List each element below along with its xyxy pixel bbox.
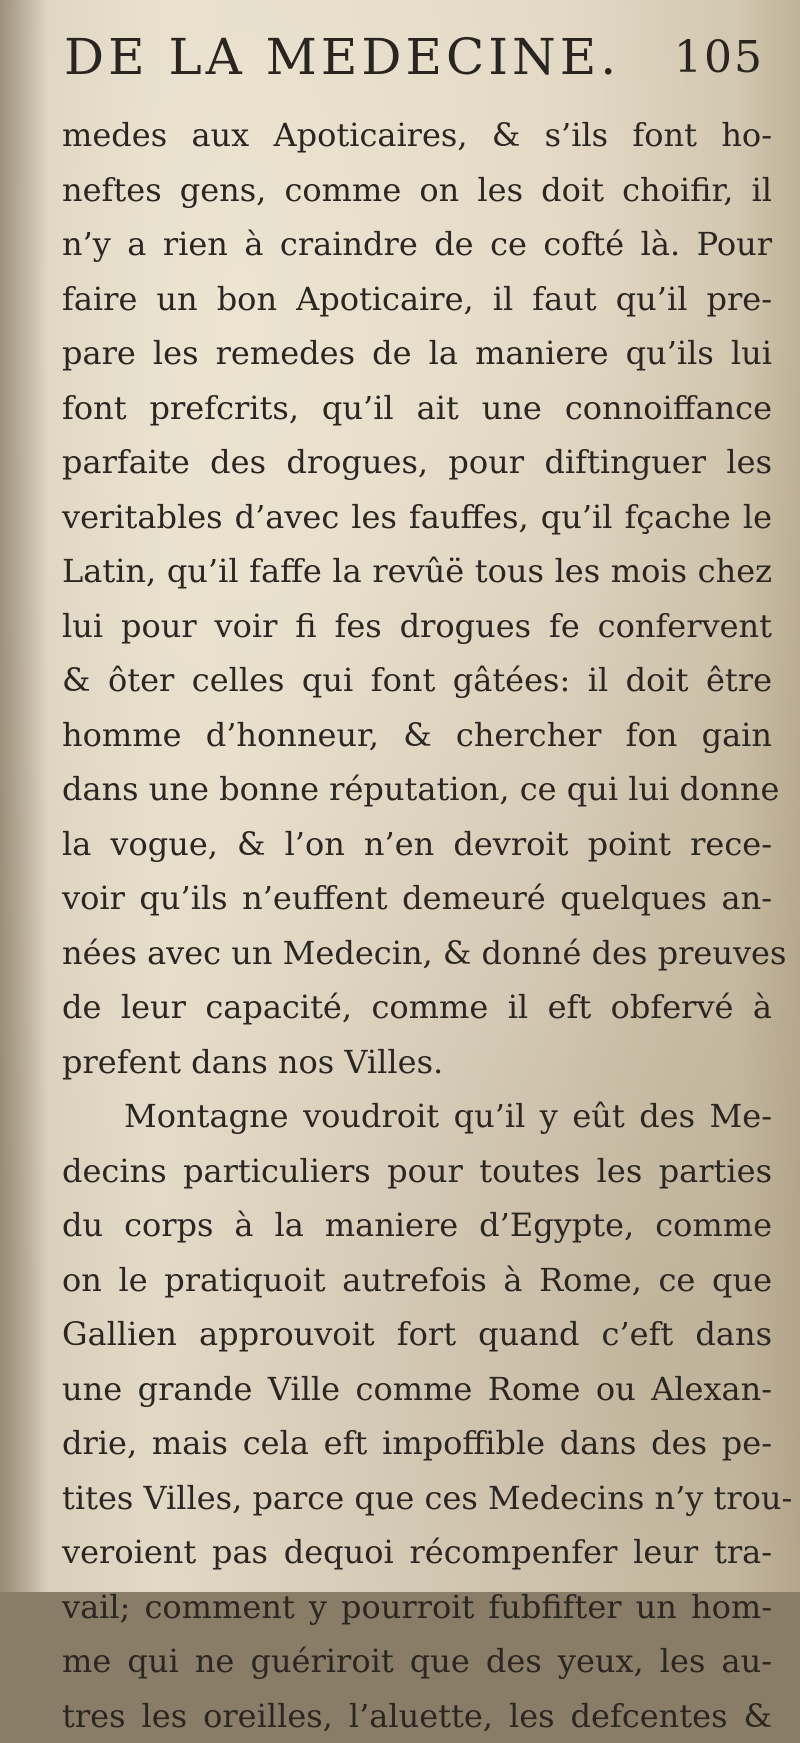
text-line: de leur capacité, comme il eft obfervé à: [62, 980, 772, 1035]
text-line: la vogue, & l’on n’en devroit point rece-: [62, 817, 772, 872]
page-number: 105: [674, 32, 764, 83]
binding-shadow: [0, 0, 48, 1592]
text-line: lui pour voir fi fes drogues fe confervent: [62, 599, 772, 654]
text-line: veritables d’avec les fauffes, qu’il fçache le: [62, 490, 772, 545]
text-line: & ôter celles qui font gâtées: il doit être: [62, 653, 772, 708]
text-line: une grande Ville comme Rome ou Alexan-: [62, 1362, 772, 1417]
text-line: parfaite des drogues, pour diftinguer les: [62, 435, 772, 490]
page-header: [64, 14, 764, 104]
text-line: on le pratiquoit autrefois à Rome, ce que: [62, 1253, 772, 1308]
text-line: neftes gens, comme on les doit choifir, il: [62, 163, 772, 218]
text-line: homme d’honneur, & chercher fon gain: [62, 708, 772, 763]
text-line: medes aux Apoticaires, & s’ils font ho-: [62, 108, 772, 163]
running-title: DE LA MEDECINE.: [64, 28, 620, 86]
text-line: me qui ne guériroit que des yeux, les au-: [62, 1634, 772, 1689]
text-line: tites Villes, parce que ces Medecins n’y trou-: [62, 1471, 772, 1526]
text-line: vail; comment y pourroit fubfifter un hom-: [62, 1580, 772, 1635]
text-line: voir qu’ils n’euffent demeuré quelques an-: [62, 871, 772, 926]
text-line: faire un bon Apoticaire, il faut qu’il pre-: [62, 272, 772, 327]
text-line: Gallien approuvoit fort quand c’eft dans: [62, 1307, 772, 1362]
text-line: tres les oreilles, l’aluette, les defcentes &: [62, 1689, 772, 1743]
text-line: font prefcrits, qu’il ait une connoiffance: [62, 381, 772, 436]
text-line: pare les remedes de la maniere qu’ils lui: [62, 326, 772, 381]
text-line: decins particuliers pour toutes les parties: [62, 1144, 772, 1199]
text-line: Latin, qu’il faffe la revûë tous les mois chez: [62, 544, 772, 599]
text-line: du corps à la maniere d’Egypte, comme: [62, 1198, 772, 1253]
paragraph-start-line: Montagne voudroit qu’il y eût des Me-: [62, 1089, 772, 1144]
body-text: [62, 108, 772, 1743]
text-line: drie, mais cela eft impoffible dans des pe-: [62, 1416, 772, 1471]
text-line: n’y a rien à craindre de ce cofté là. Pour: [62, 217, 772, 272]
text-line: dans une bonne réputation, ce qui lui donne: [62, 762, 772, 817]
text-line: veroient pas dequoi récompenfer leur tra-: [62, 1525, 772, 1580]
paragraph-end-line: prefent dans nos Villes.: [62, 1035, 772, 1090]
text-line: nées avec un Medecin, & donné des preuves: [62, 926, 772, 981]
